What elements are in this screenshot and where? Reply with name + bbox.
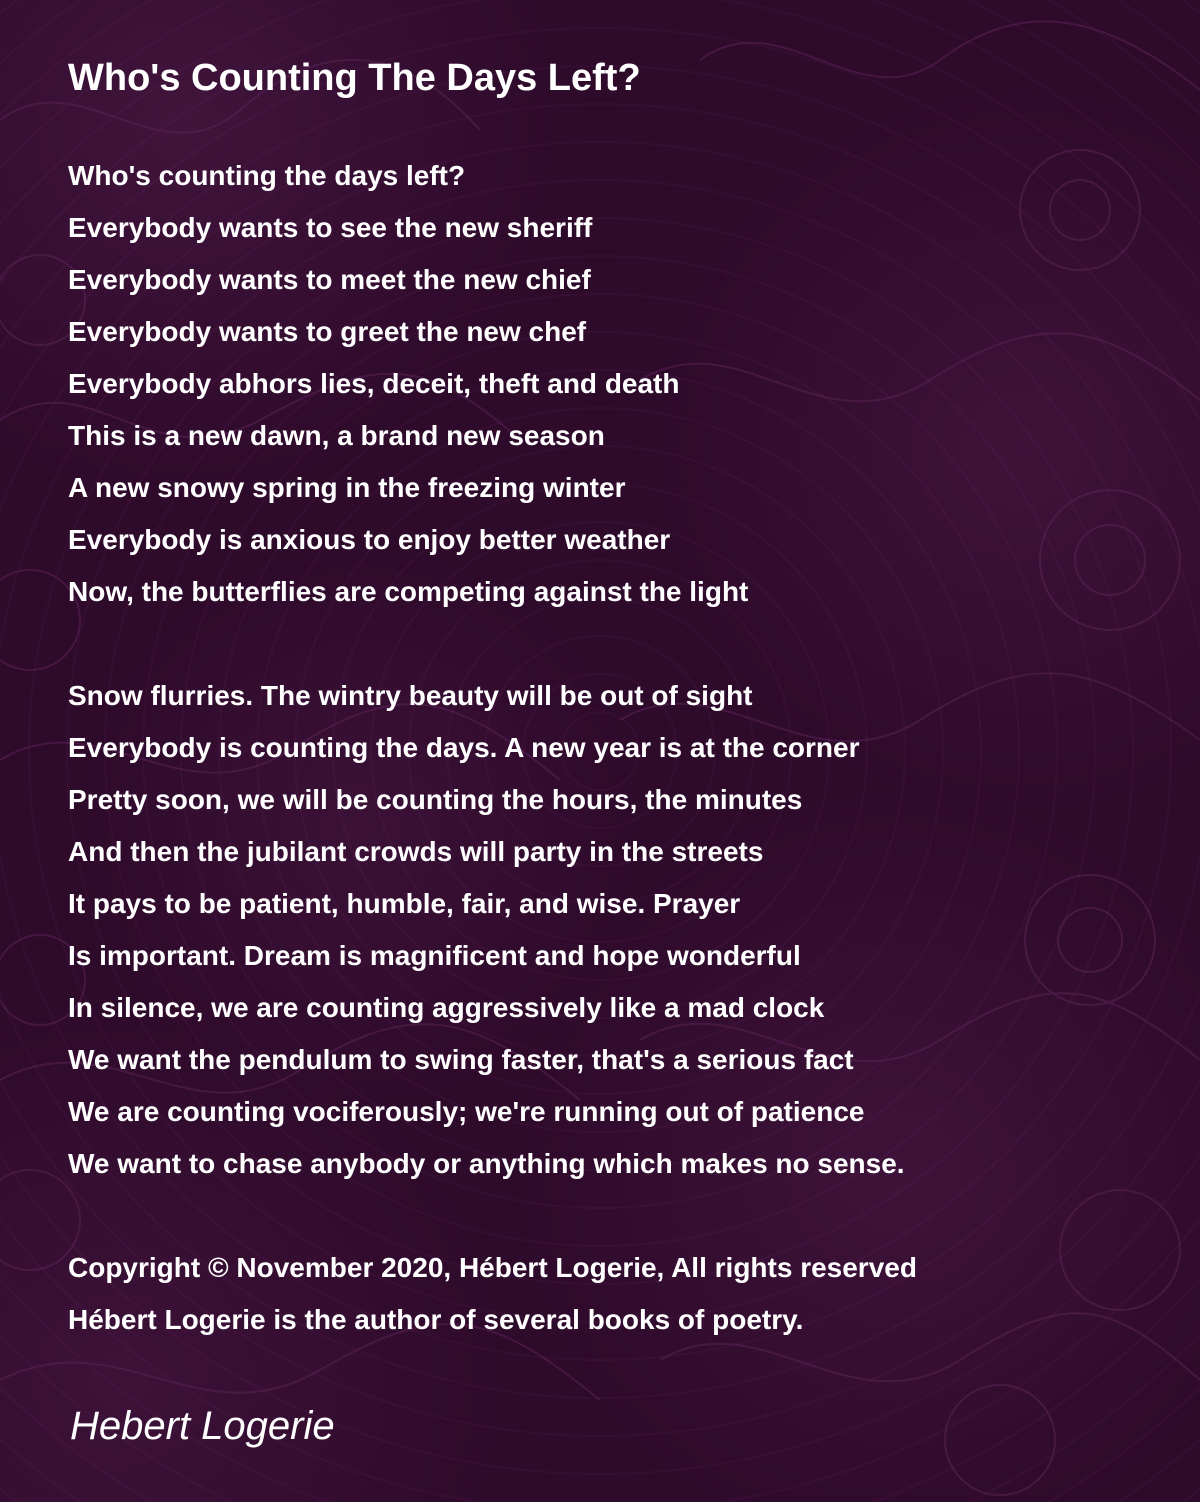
- poem-line: We want to chase anybody or anything which makes no sense.: [68, 1148, 905, 1179]
- poem-line: A new snowy spring in the freezing winter: [68, 472, 626, 503]
- poem-line: Is important. Dream is magnificent and hope wonderful: [68, 940, 801, 971]
- poem-line: Everybody wants to see the new sheriff: [68, 212, 593, 243]
- poem-line: Everybody is anxious to enjoy better weather: [68, 524, 671, 555]
- poem-line: We want the pendulum to swing faster, that's a serious fact: [68, 1044, 854, 1075]
- author-signature: Hebert Logerie: [70, 1404, 335, 1448]
- poem-line: Everybody wants to greet the new chef: [68, 316, 587, 347]
- poem-line: Pretty soon, we will be counting the hours, the minutes: [68, 784, 803, 815]
- poem-line: Everybody abhors lies, deceit, theft and death: [68, 368, 680, 399]
- poem-line: Everybody wants to meet the new chief: [68, 264, 591, 295]
- poem-line: Now, the butterflies are competing against the light: [68, 576, 749, 607]
- poem-title: Who's Counting The Days Left?: [68, 57, 641, 99]
- poem-line: In silence, we are counting aggressively like a mad clock: [68, 992, 825, 1023]
- poem-stanza-2: [68, 670, 905, 1190]
- poem-stanza-1: [68, 150, 748, 618]
- poem-line: It pays to be patient, humble, fair, and wise. Prayer: [68, 888, 741, 919]
- poem-line: Snow flurries. The wintry beauty will be out of sight: [68, 680, 753, 711]
- poem-line: And then the jubilant crowds will party in the streets: [68, 836, 764, 867]
- poem-line: This is a new dawn, a brand new season: [68, 420, 605, 451]
- poem-line: Who's counting the days left?: [68, 160, 466, 191]
- author-bio-line: Hébert Logerie is the author of several books of poetry.: [68, 1304, 804, 1335]
- copyright-line: Copyright © November 2020, Hébert Logerie, All rights reserved: [68, 1252, 917, 1283]
- poem-line: Everybody is counting the days. A new year is at the corner: [68, 732, 860, 763]
- poem-line: We are counting vociferously; we're running out of patience: [68, 1096, 865, 1127]
- copyright-block: [68, 1242, 917, 1346]
